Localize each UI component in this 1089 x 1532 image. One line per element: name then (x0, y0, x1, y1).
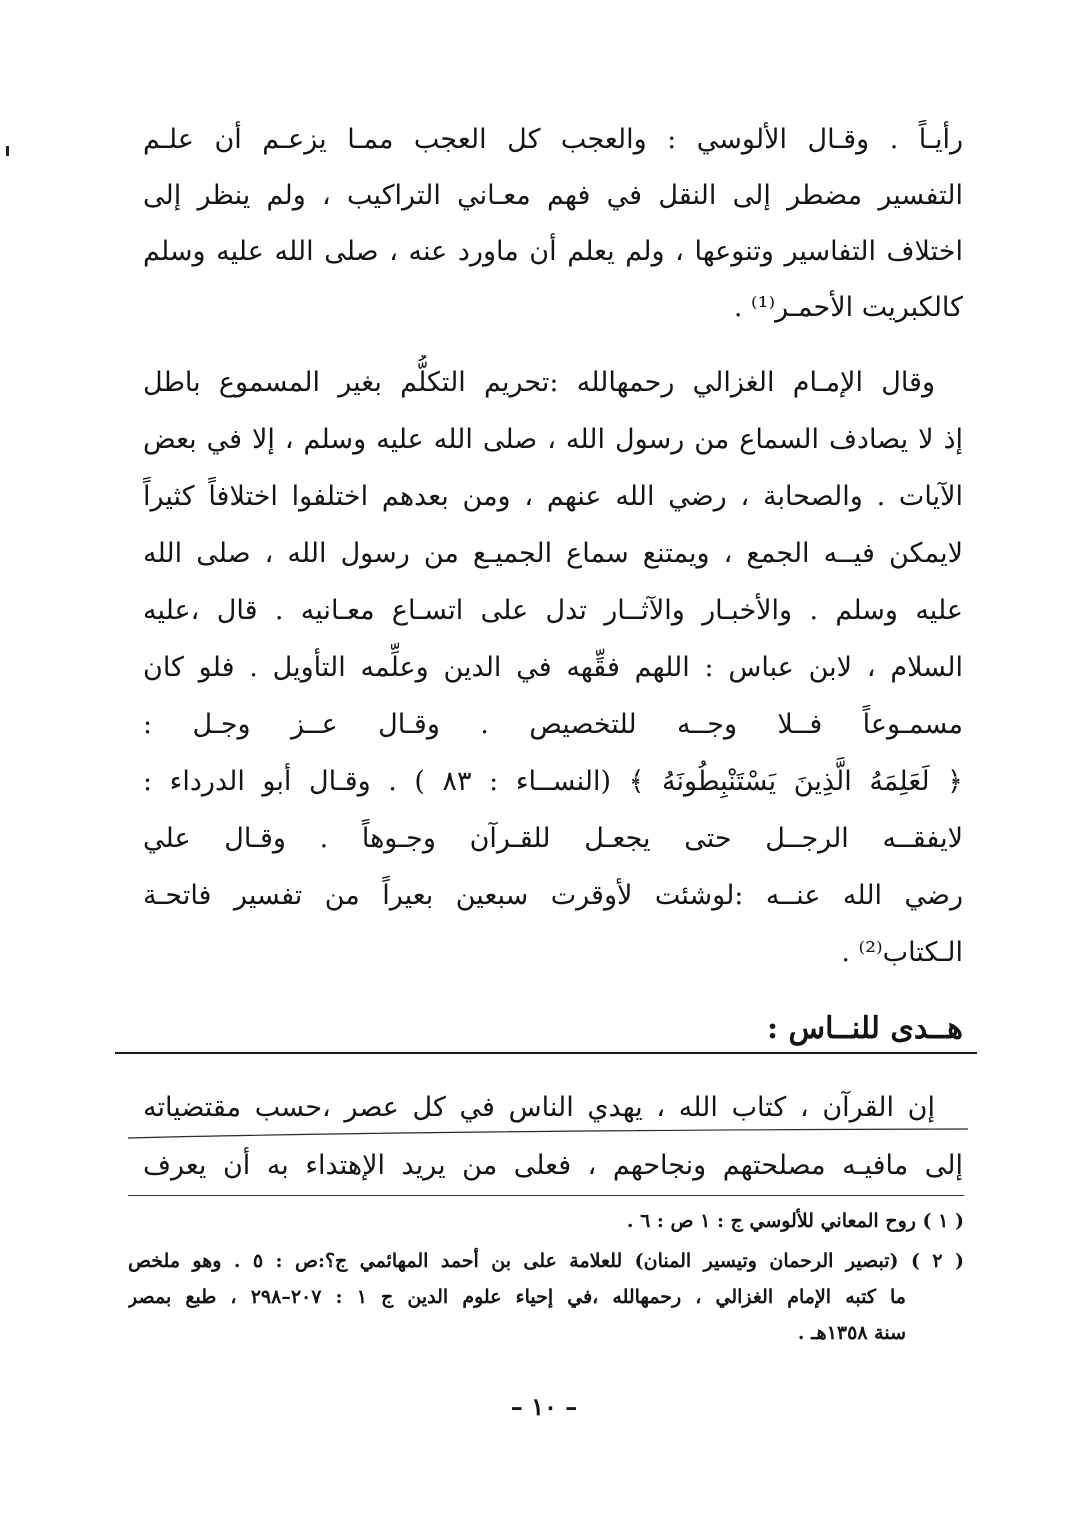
text-line: عليه وسلم . والأخبـار والآثــار تدل على اتسـاع معـانيه . قال ،عليه (143, 595, 963, 626)
text-line: إلى مافيـه مصلحتهم ونجاحهم ، فعلى من يريد الإهتداء به أن يعرف (143, 1150, 963, 1181)
text-line: كالكبريت الأحمـر⁽¹⁾ . (733, 292, 963, 323)
footnote-2-continuation: ما كتبه الإمام الغزالي ، رحمهالله ،في إحياء علوم الدين ج ١ : ٢٠٧–٢٩٨ ، طبع بمصر (128, 1286, 906, 1308)
text-line: اختلاف التفاسير وتنوعها ، ولم يعلم أن ماورد عنه ، صلى الله عليه وسلم (143, 236, 963, 267)
text-line: لايمكن فيــه الجمع ، ويمتنع سماع الجميـع من رسول الله ، صلى الله (143, 538, 963, 569)
quran-verse-line: ﴿ لَعَلِمَهُ الَّذِينَ يَسْتَنْبِطُونَهُ ﴾ (النســاء : ٨٣ ) . وقـال أبو الدرداء : (143, 766, 963, 797)
text-line: لايفقــه الرجــل حتى يجعـل للقـرآن وجـوهاً . وقـال علي (143, 823, 963, 854)
text-line: رأيـاً . وقـال الألوسي : والعجب كل العجب ممـا يزعـم أن علـم (143, 124, 963, 155)
footnote-1: ( ١ ) روح المعاني للألوسي ج : ١ ص : ٦ . (626, 1210, 964, 1232)
pen-underline-mark (128, 1127, 968, 1141)
page-number: – ١٠ – (510, 1392, 578, 1421)
text-line: إذ لا يصادف السماع من رسول الله ، صلى الله عليه وسلم ، إلا في بعض (143, 424, 963, 455)
text-line: الـكتاب⁽²⁾ . (841, 937, 963, 968)
text-line: وقال الإمـام الغزالي رحمهالله :تحريم التكلُّم بغير المسموع باطل (143, 367, 935, 398)
section-heading: هــدى للنــاس : (766, 1011, 963, 1046)
heading-underline (115, 1052, 977, 1054)
text-line: السلام ، لابن عباس : اللهم فقِّهه في الدين وعلِّمه التأويل . فلو كان (143, 652, 963, 683)
text-line: التفسير مضطر إلى النقل في فهم معـاني التراكيب ، ولم ينظر إلى (143, 180, 963, 211)
scan-speck (6, 146, 9, 156)
footnote-2: ( ٢ ) (تبصير الرحمان وتيسير المنان) للعلامة على بن أحمد المهائمي ج؟:ص : ٥ . وهو ملخص (128, 1250, 964, 1272)
text-line: الآيات . والصحابة ، رضي الله عنهم ، ومن بعدهم اختلفوا اختلافاً كثيراً (143, 481, 963, 512)
footnote-2-continuation: سنة ١٣٥٨هـ . (797, 1322, 906, 1344)
text-line: إن القرآن ، كتاب الله ، يهدي الناس في كل عصر ،حسب مقتضياته (143, 1092, 935, 1123)
footnote-separator (128, 1195, 964, 1196)
text-line: مسمـوعاً فــلا وجــه للتخصيص . وقـال عــز وجـل : (143, 709, 963, 740)
text-line: رضي الله عنــه :لوشئت لأوقرت سبعين بعيراً من تفسير فاتحـة (143, 880, 963, 911)
